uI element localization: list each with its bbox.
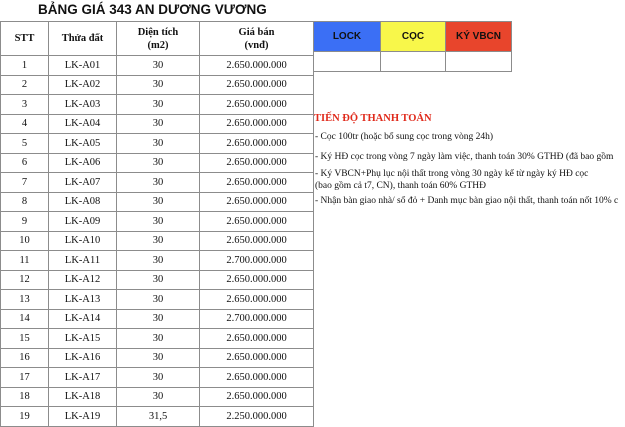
payment-step-1: - Cọc 100tr (hoặc bổ sung cọc trong vòng 24h) [315, 132, 494, 142]
cell-lot[interactable]: LK-A14 [49, 309, 117, 329]
cell-area[interactable]: 30 [117, 114, 200, 134]
cell-area[interactable]: 30 [117, 192, 200, 212]
cell-lot[interactable]: LK-A17 [49, 368, 117, 388]
cell-price[interactable]: 2.650.000.000 [200, 173, 314, 193]
cell-area[interactable]: 30 [117, 270, 200, 290]
cell-area[interactable]: 30 [117, 368, 200, 388]
cell-lot[interactable]: LK-A18 [49, 387, 117, 407]
cell-price[interactable]: 2.650.000.000 [200, 368, 314, 388]
cell-area[interactable]: 30 [117, 309, 200, 329]
cell-lot[interactable]: LK-A08 [49, 192, 117, 212]
cell-stt[interactable]: 7 [1, 173, 49, 193]
cell-stt[interactable]: 8 [1, 192, 49, 212]
cell-stt[interactable]: 2 [1, 75, 49, 95]
table-row [1, 407, 314, 427]
table-row [1, 329, 314, 349]
status-lock-cell[interactable] [314, 52, 381, 72]
cell-lot[interactable]: LK-A03 [49, 95, 117, 115]
cell-stt[interactable]: 5 [1, 134, 49, 154]
payment-step-3-cont: (bao gồm cả t7, CN), thanh toán 60% GTHĐ [315, 181, 486, 191]
cell-lot[interactable]: LK-A12 [49, 270, 117, 290]
cell-price[interactable]: 2.650.000.000 [200, 348, 314, 368]
cell-stt[interactable]: 14 [1, 309, 49, 329]
table-row [1, 270, 314, 290]
header-area[interactable]: Diện tích (m2) [117, 22, 200, 56]
status-legend [313, 21, 512, 72]
cell-area[interactable]: 30 [117, 231, 200, 251]
cell-price[interactable]: 2.250.000.000 [200, 407, 314, 427]
cell-area[interactable]: 30 [117, 134, 200, 154]
status-ky-vbcn[interactable]: KÝ VBCN [446, 22, 512, 52]
cell-lot[interactable]: LK-A15 [49, 329, 117, 349]
cell-price[interactable]: 2.650.000.000 [200, 192, 314, 212]
payment-step-4: - Nhận bàn giao nhà/ sổ đỏ + Danh mục bàn giao nội thất, thanh toán nốt 10% c [315, 196, 619, 206]
price-table [0, 21, 314, 427]
cell-area[interactable]: 30 [117, 348, 200, 368]
cell-lot[interactable]: LK-A05 [49, 134, 117, 154]
cell-lot[interactable]: LK-A02 [49, 75, 117, 95]
cell-price[interactable]: 2.650.000.000 [200, 270, 314, 290]
cell-lot[interactable]: LK-A01 [49, 56, 117, 76]
cell-stt[interactable]: 18 [1, 387, 49, 407]
cell-stt[interactable]: 12 [1, 270, 49, 290]
table-row [1, 387, 314, 407]
cell-stt[interactable]: 6 [1, 153, 49, 173]
cell-stt[interactable]: 10 [1, 231, 49, 251]
cell-stt[interactable]: 1 [1, 56, 49, 76]
sheet-title: BẢNG GIÁ 343 AN DƯƠNG VƯƠNG [38, 2, 267, 17]
cell-price[interactable]: 2.650.000.000 [200, 56, 314, 76]
cell-area[interactable]: 30 [117, 212, 200, 232]
table-row [1, 290, 314, 310]
cell-lot[interactable]: LK-A19 [49, 407, 117, 427]
table-row [1, 114, 314, 134]
cell-stt[interactable]: 9 [1, 212, 49, 232]
header-stt[interactable]: STT [1, 22, 49, 56]
cell-area[interactable]: 30 [117, 56, 200, 76]
cell-area[interactable]: 30 [117, 387, 200, 407]
table-row [1, 153, 314, 173]
table-row [1, 368, 314, 388]
header-row [1, 22, 314, 56]
cell-price[interactable]: 2.650.000.000 [200, 95, 314, 115]
cell-lot[interactable]: LK-A13 [49, 290, 117, 310]
cell-price[interactable]: 2.700.000.000 [200, 251, 314, 271]
table-row [1, 75, 314, 95]
cell-area[interactable]: 30 [117, 290, 200, 310]
cell-price[interactable]: 2.650.000.000 [200, 114, 314, 134]
payment-step-2: - Ký HĐ cọc trong vòng 7 ngày làm việc, thanh toán 30% GTHĐ (đã bao gồm [315, 152, 614, 162]
cell-area[interactable]: 30 [117, 153, 200, 173]
cell-area[interactable]: 30 [117, 251, 200, 271]
cell-price[interactable]: 2.650.000.000 [200, 387, 314, 407]
cell-price[interactable]: 2.650.000.000 [200, 231, 314, 251]
cell-lot[interactable]: LK-A11 [49, 251, 117, 271]
cell-stt[interactable]: 19 [1, 407, 49, 427]
cell-area[interactable]: 30 [117, 75, 200, 95]
cell-price[interactable]: 2.650.000.000 [200, 134, 314, 154]
cell-price[interactable]: 2.650.000.000 [200, 75, 314, 95]
cell-lot[interactable]: LK-A10 [49, 231, 117, 251]
cell-area[interactable]: 30 [117, 173, 200, 193]
table-row [1, 95, 314, 115]
table-row [1, 56, 314, 76]
cell-area[interactable]: 30 [117, 95, 200, 115]
cell-price[interactable]: 2.650.000.000 [200, 329, 314, 349]
table-row [1, 192, 314, 212]
cell-lot[interactable]: LK-A16 [49, 348, 117, 368]
status-coc-cell[interactable] [381, 52, 446, 72]
cell-area[interactable]: 30 [117, 329, 200, 349]
table-row [1, 212, 314, 232]
cell-lot[interactable]: LK-A06 [49, 153, 117, 173]
payment-schedule-title: TIẾN ĐỘ THANH TOÁN [314, 113, 432, 124]
payment-step-3: - Ký VBCN+Phụ lục nội thất trong vòng 30 ngày kể từ ngày ký HĐ cọc [315, 169, 589, 179]
status-lock[interactable]: LOCK [314, 22, 381, 52]
cell-stt[interactable]: 13 [1, 290, 49, 310]
table-row [1, 231, 314, 251]
cell-price[interactable]: 2.650.000.000 [200, 153, 314, 173]
table-row [1, 348, 314, 368]
cell-lot[interactable]: LK-A09 [49, 212, 117, 232]
status-coc[interactable]: CỌC [381, 22, 446, 52]
cell-lot[interactable]: LK-A04 [49, 114, 117, 134]
table-row [1, 251, 314, 271]
table-row [1, 173, 314, 193]
cell-price[interactable]: 2.650.000.000 [200, 212, 314, 232]
cell-stt[interactable]: 11 [1, 251, 49, 271]
cell-stt[interactable]: 16 [1, 348, 49, 368]
header-lot[interactable]: Thửa đất [49, 22, 117, 56]
cell-stt[interactable]: 3 [1, 95, 49, 115]
cell-stt[interactable]: 4 [1, 114, 49, 134]
table-row [1, 309, 314, 329]
cell-price[interactable]: 2.700.000.000 [200, 309, 314, 329]
header-price[interactable]: Giá bán (vnđ) [200, 22, 314, 56]
cell-lot[interactable]: LK-A07 [49, 173, 117, 193]
cell-stt[interactable]: 15 [1, 329, 49, 349]
table-row [1, 134, 314, 154]
cell-area[interactable]: 31,5 [117, 407, 200, 427]
status-ky-cell[interactable] [446, 52, 512, 72]
cell-stt[interactable]: 17 [1, 368, 49, 388]
cell-price[interactable]: 2.650.000.000 [200, 290, 314, 310]
